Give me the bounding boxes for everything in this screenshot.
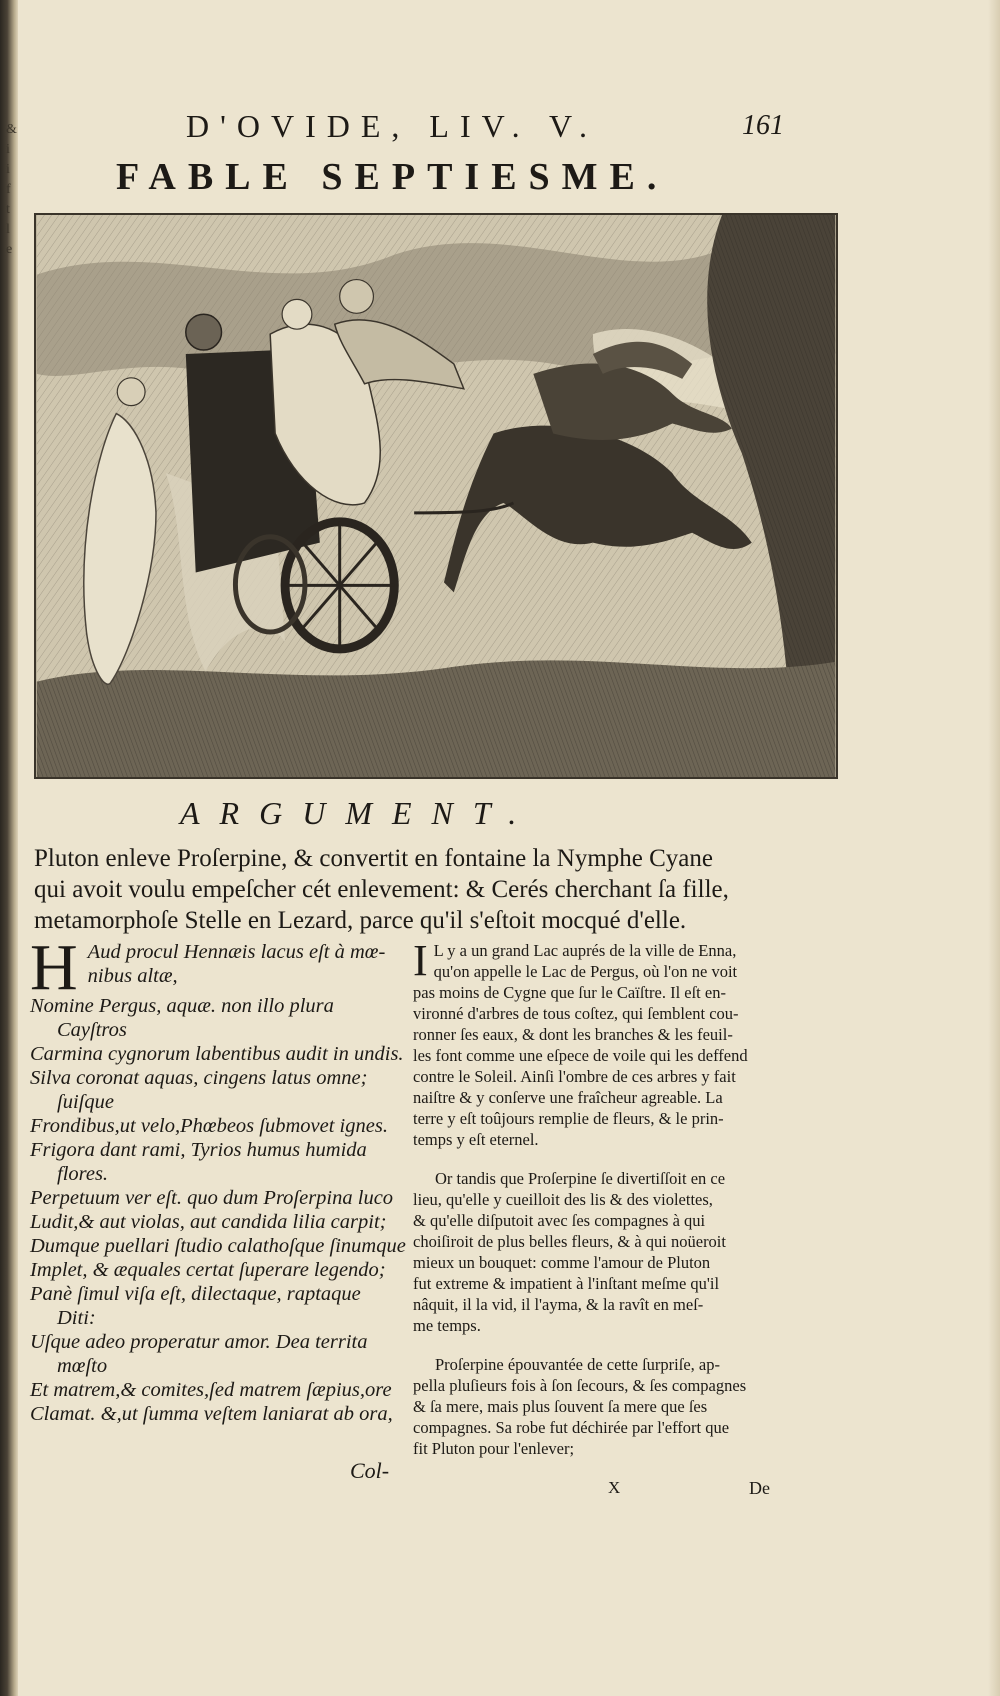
engraving-illustration: [36, 215, 836, 777]
latin-line: Frigora dant rami, Tyrios humus humida: [30, 1139, 367, 1161]
latin-line: Dumque puellari ſtudio calathoſque ſinumque: [30, 1235, 406, 1257]
latin-line: Nomine Pergus, aquæ. non illo plura: [30, 995, 334, 1017]
latin-line: Implet, & æquales certat ſuperare legendo;: [30, 1259, 386, 1281]
latin-line: Uſque adeo properatur amor. Dea territa: [30, 1331, 368, 1353]
page-edge: [988, 0, 1000, 1696]
latin-line: flores.: [57, 1163, 109, 1185]
pluto-head: [340, 280, 374, 314]
latin-line: Silva coronat aquas, cingens latus omne;: [30, 1067, 368, 1089]
argument-heading: ARGUMENT.: [180, 795, 537, 831]
french-line: choiſiroit de plus belles fleurs, & à qui noüeroit: [413, 1232, 726, 1251]
gutter-fragments: [6, 120, 18, 260]
latin-line: Cayſtros: [57, 1019, 127, 1041]
gutter-fragment: l: [6, 222, 10, 237]
gutter-fragment: i: [6, 162, 10, 177]
latin-line: Perpetuum ver eſt. quo dum Proſerpina luco: [30, 1187, 394, 1209]
french-line: temps y eſt eternel.: [413, 1130, 539, 1149]
french-line: lieu, qu'elle y cueilloit des lis & des violettes,: [413, 1190, 713, 1209]
latin-line: Clamat. &,ut ſumma veſtem laniarat ab ora,: [30, 1403, 393, 1425]
fable-title: FABLE SEPTIESME.: [116, 156, 669, 198]
french-line: pella pluſieurs fois à ſon ſecours, & ſes compagnes: [413, 1376, 747, 1395]
french-line: nâquit, il la vid, il l'ayma, & la ravît en meſ-: [413, 1295, 704, 1314]
latin-line: Carmina cygnorum labentibus audit in undis.: [30, 1043, 404, 1065]
french-paragraph-1: [413, 936, 781, 1150]
french-dropcap: I: [413, 936, 428, 985]
french-line: contre le Soleil. Ainſi l'ombre de ces arbres y fait: [413, 1067, 736, 1086]
french-line: Or tandis que Proſerpine ſe divertiſſoit en ce: [435, 1169, 726, 1188]
french-line: mieux un bouquet: comme l'amour de Pluton: [413, 1253, 711, 1272]
argument-line: Pluton enleve Proſerpine, & convertit en fontaine la Nymphe Cyane: [34, 845, 713, 872]
french-line: fut extreme & impatient à l'inſtant meſme qu'il: [413, 1274, 720, 1293]
french-line: naiſtre & y conſerve une fraîcheur agreable. La: [413, 1088, 723, 1107]
latin-line: ſuiſque: [57, 1091, 114, 1113]
latin-verse-column: [30, 931, 406, 1426]
french-line: les font comme une eſpece de voile qui les deffend: [413, 1046, 748, 1065]
cyane-head: [117, 378, 145, 406]
french-line: L y a un grand Lac auprés de la ville de Enna,: [433, 941, 737, 960]
latin-line: Panè ſimul viſa eſt, dilectaque, raptaque: [30, 1283, 361, 1305]
latin-dropcap: H: [30, 931, 78, 1004]
french-line: vironné d'arbres de tous coſtez, qui ſemblent cou-: [413, 1004, 739, 1023]
french-line: & qu'elle diſputoit avec ſes compagnes à qui: [413, 1211, 706, 1230]
french-line: pas moins de Cygne que ſur le Caïſtre. Il eſt en-: [413, 983, 726, 1002]
french-prose-column: [413, 936, 781, 1459]
french-line: terre y eſt toûjours remplie de fleurs, & le prin-: [413, 1109, 724, 1128]
gutter-fragment: e: [6, 242, 13, 257]
gutter-fragment: f: [6, 182, 11, 197]
french-paragraph-2: [413, 1168, 781, 1336]
signature-mark: X: [608, 1478, 621, 1497]
french-line: compagnes. Sa robe fut déchirée par l'effort que: [413, 1418, 730, 1437]
french-line: qu'on appelle le Lac de Pergus, où l'on ne voit: [433, 962, 738, 981]
latin-line: Et matrem,& comites,ſed matrem ſæpius,ore: [30, 1379, 392, 1401]
latin-line: Diti:: [57, 1307, 96, 1329]
page-number: 161: [742, 110, 784, 141]
latin-line: mœſto: [57, 1355, 108, 1377]
french-catchword: De: [749, 1478, 770, 1498]
engraving-plate: [34, 213, 838, 779]
french-line: fit Pluton pour l'enlever;: [413, 1439, 575, 1458]
argument-line: metamorphoſe Stelle en Lezard, parce qu'il s'eſtoit mocqué d'elle.: [34, 907, 687, 934]
french-line: & ſa mere, mais plus ſouvent ſa mere que ſes: [413, 1397, 708, 1416]
latin-line: Aud procul Hennæis lacus eſt à mœ-: [87, 941, 386, 963]
latin-line: nibus altæ,: [87, 965, 178, 987]
argument-summary: [34, 843, 786, 936]
french-line: ronner ſes eaux, & dont les branches & les feuil-: [413, 1025, 733, 1044]
chariot-ornament-head: [186, 314, 222, 350]
running-head: D'OVIDE, LIV. V.: [186, 108, 598, 144]
latin-line: Ludit,& aut violas, aut candida lilia carpit;: [30, 1211, 387, 1233]
french-paragraph-3: [413, 1354, 781, 1459]
gutter-fragment: & i: [6, 122, 17, 157]
french-line: me temps.: [413, 1316, 481, 1335]
latin-line: Frondibus,ut velo,Phœbeos ſubmovet ignes.: [30, 1115, 388, 1137]
gutter-fragment: t: [6, 202, 10, 217]
latin-catchword: Col-: [350, 1458, 390, 1483]
argument-line: qui avoit voulu empeſcher cét enlevement: & Cerés cherchant ſa fille,: [34, 876, 729, 903]
proserpine-head: [282, 299, 312, 329]
french-line: Proſerpine épouvantée de cette ſurpriſe, ap-: [435, 1355, 720, 1374]
